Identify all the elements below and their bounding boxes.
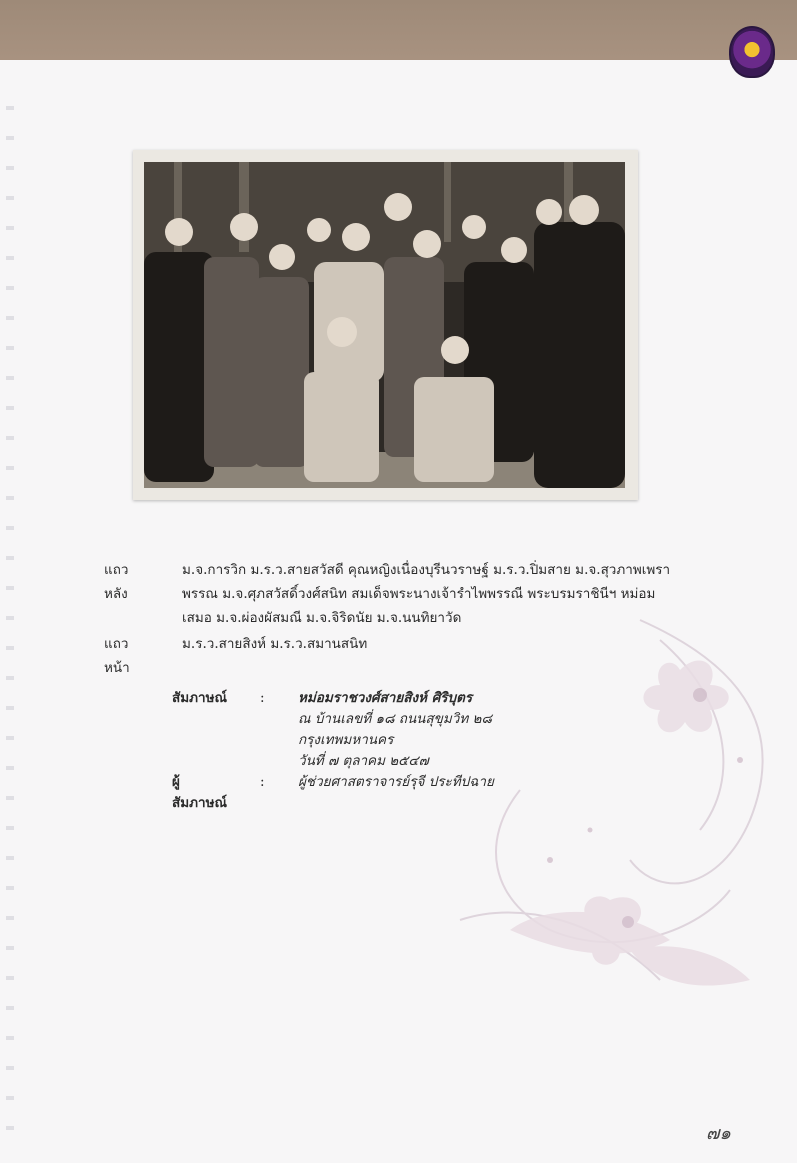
- group-photograph: [144, 162, 625, 488]
- university-seal-logo: [729, 26, 775, 78]
- floral-decoration: [400, 600, 797, 1060]
- back-row-names: ม.จ.การวิก ม.ร.ว.สายสวัสดี คุณหญิงเนื่องบุรีนวราษฐ์ ม.ร.ว.ปิ่มสาย ม.จ.สุวภาพเพราพรรณ ม.จ.ศุภสวัสดิ์วงศ์สนิท สมเด็จพระนางเจ้ารำไพพรรณี พระบรมราชินีฯ หม่อมเสมอ ม.จ.ผ่องผัสมณี ม.จ.จิริดนัย ม.จ.นนทิยาวัด: [182, 562, 671, 626]
- page-number: ๗๑: [706, 1123, 731, 1144]
- interview-address: ณ บ้านเลขที่ ๑๘ ถนนสุขุมวิท ๒๘: [298, 711, 492, 727]
- binding-holes: [6, 80, 14, 1140]
- photo-frame: [133, 150, 638, 500]
- interviewer-label: ผู้สัมภาษณ์: [172, 774, 228, 811]
- back-row-label: แถวหลัง: [104, 562, 129, 602]
- interviewee-label: สัมภาษณ์: [172, 690, 228, 706]
- interviewer-name: ผู้ช่วยศาสตราจารย์รุจี ประทีปฉาย: [298, 774, 494, 790]
- header-band: [0, 0, 797, 60]
- interviewee-name: หม่อมราชวงศ์สายสิงห์ ศิริบุตร: [298, 690, 473, 706]
- interviewer-colon: :: [260, 774, 265, 790]
- front-row-names: ม.ร.ว.สายสิงห์ ม.ร.ว.สมานสนิท: [182, 636, 368, 652]
- interview-city: กรุงเทพมหานคร: [298, 732, 394, 748]
- interviewee-colon: :: [260, 690, 265, 706]
- front-row-label: แถวหน้า: [104, 636, 130, 676]
- interview-date: วันที่ ๗ ตุลาคม ๒๕๔๗: [298, 753, 429, 769]
